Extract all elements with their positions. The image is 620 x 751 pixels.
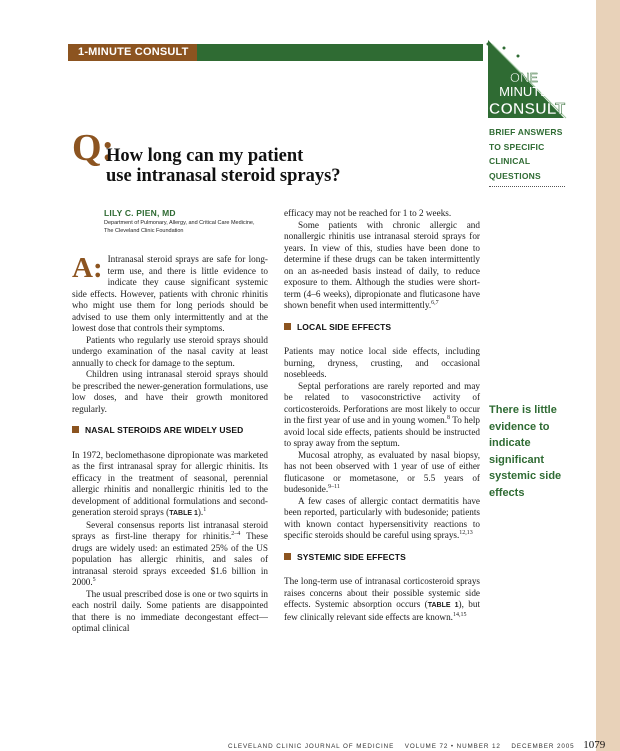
citation: 8 [447, 414, 451, 421]
table-reference[interactable]: TABLE 1 [169, 510, 198, 517]
section-tag: 1-MINUTE CONSULT [68, 44, 197, 61]
question-letter: Q: [72, 127, 115, 169]
body-paragraph: Patients may notice local side effects, including burning, dryness, crusting, and occasional nosebleeds. [284, 346, 480, 379]
body-paragraph: Patients who regularly use steroid sprays should undergo examination of the nasal cavity at least annually to check for damage to the septum. [72, 334, 268, 368]
page-number: 1079 [583, 739, 606, 751]
logo-text-one: ONE [509, 70, 539, 85]
body-paragraph: The usual prescribed dose is one or two squirts in each nostril daily. Some patients are disappointed that there is no immediate decongestant effect—optimal clinical [72, 588, 268, 633]
section-bullet-icon [284, 323, 291, 330]
answer-paragraph: A: Intranasal steroid sprays are safe for long-term use, and there is little evidence to indicate they cause significant systemic side effects. However, patients with chronic rhinitis who might use them for long periods should be advised to use them only intermittently and at the lowest dose that controls their symptoms. [72, 252, 268, 333]
citation: 9–11 [328, 483, 340, 490]
section-bullet-icon [284, 553, 291, 560]
body-paragraph: Several consensus reports list intranasal steroid sprays as first-line therapy for rhinitis.$^{2-4}$ These drugs are widely used: an estimated 25% of the US population has allergic rhinitis, and sales of intranasal steroid sprays exceeded $1.6 billion in 2000.$^5$ [72, 519, 268, 587]
section-bullet-icon [72, 426, 79, 433]
column-left [72, 254, 268, 635]
header-rule [197, 44, 483, 61]
author-affiliation: Department of Pulmonary, Allergy, and Critical Care Medicine, The Cleveland Clinic Foundation [104, 220, 255, 234]
citation: 1 [203, 506, 207, 513]
body-paragraph: efficacy may not be reached for 1 to 2 weeks. [284, 208, 452, 218]
footer-date: DECEMBER 2005 [511, 743, 575, 750]
body-paragraph: Children using intranasal steroid sprays should be prescribed the newer-generation formulations, use low doses, and have their growth monitored regularly. [72, 369, 268, 414]
page-footer [228, 739, 605, 751]
body-paragraph: A few cases of allergic contact dermatitis have been reported, particularly with budesonide; patients with known contact hypersensitivity reactions to specific steroids should be careful using sprays.$^{12,13}$ [284, 495, 480, 540]
section-heading-systemic-side-effects: SYSTEMIC SIDE EFFECTS [284, 552, 480, 564]
citation: 5 [92, 576, 96, 583]
section-heading-local-side-effects: LOCAL SIDE EFFECTS [284, 322, 480, 334]
body-paragraph: Some patients with chronic allergic and nonallergic rhinitis use intranasal steroid sprays for years. In view of this, studies have been done to determine if these drugs can be taken intermittently on an as-needed basis instead of daily, to reduce exposure to them. Although the studies were short-term (4–6 weeks), dipropionate and fluticasone have shown benefit when used intermittently.$^{6,7}$ [284, 219, 480, 310]
column-middle [284, 208, 480, 623]
one-minute-consult-logo [484, 38, 574, 120]
logo-text-consult: CONSULT [488, 101, 566, 118]
section-heading-nasal-steroids: NASAL STEROIDS ARE WIDELY USED [72, 425, 268, 437]
body-paragraph: Mucosal atrophy, as evaluated by nasal biopsy, has not been observed with 1 year of use of either fluticasone or mometasone, or 5.5 years of budesonide.$^{9-11}$ [284, 449, 480, 494]
footer-volume: VOLUME 72 • NUMBER 12 [404, 743, 501, 750]
pull-quote: There is little evidence to indicate significant systemic side effects [489, 404, 562, 499]
body-paragraph: Septal perforations are rarely reported and may be related to vasoconstrictive activity of corticosteroids. Perforations are most likely to occur in the first year of use and in young women.$^8$ To help avoid local side effects, patients should be instructed to spray away from the septum. [284, 380, 480, 448]
table-reference[interactable]: TABLE 1 [427, 602, 459, 609]
question-title: How long can my patient use intranasal steroid sprays? [106, 146, 341, 186]
citation: 2–4 [231, 530, 241, 537]
body-paragraph: The long-term use of intranasal corticosteroid sprays raises concerns about their possible systemic side effects. Systemic absorption occurs (TABLE 1), but few clinically relevant side effects are known.$^{14,15}$ [284, 576, 481, 622]
body-paragraph: In 1972, beclomethasone dipropionate was marketed as the first intranasal spray for allergic rhinitis. Its efficacy in the treatment of seasonal, perennial allergic rhinitis and nonallergic rhinitis led to the development of additional formulations and second-generation steroid sprays (TABLE 1).$^1$ [72, 449, 268, 517]
page-edge-strip [596, 0, 620, 751]
citation: 12,13 [459, 529, 473, 536]
citation: 6,7 [431, 299, 439, 306]
sidebar-tagline: BRIEF ANSWERS TO SPECIFIC CLINICAL QUESTIONS [489, 127, 563, 181]
sidebar-divider [489, 186, 565, 187]
logo-text-minute: MINUTE [499, 84, 549, 99]
citation: 14,15 [452, 611, 467, 618]
author-name: LILY C. PIEN, MD [104, 208, 176, 218]
footer-journal: CLEVELAND CLINIC JOURNAL OF MEDICINE [228, 743, 395, 750]
answer-letter: A: [72, 252, 103, 284]
